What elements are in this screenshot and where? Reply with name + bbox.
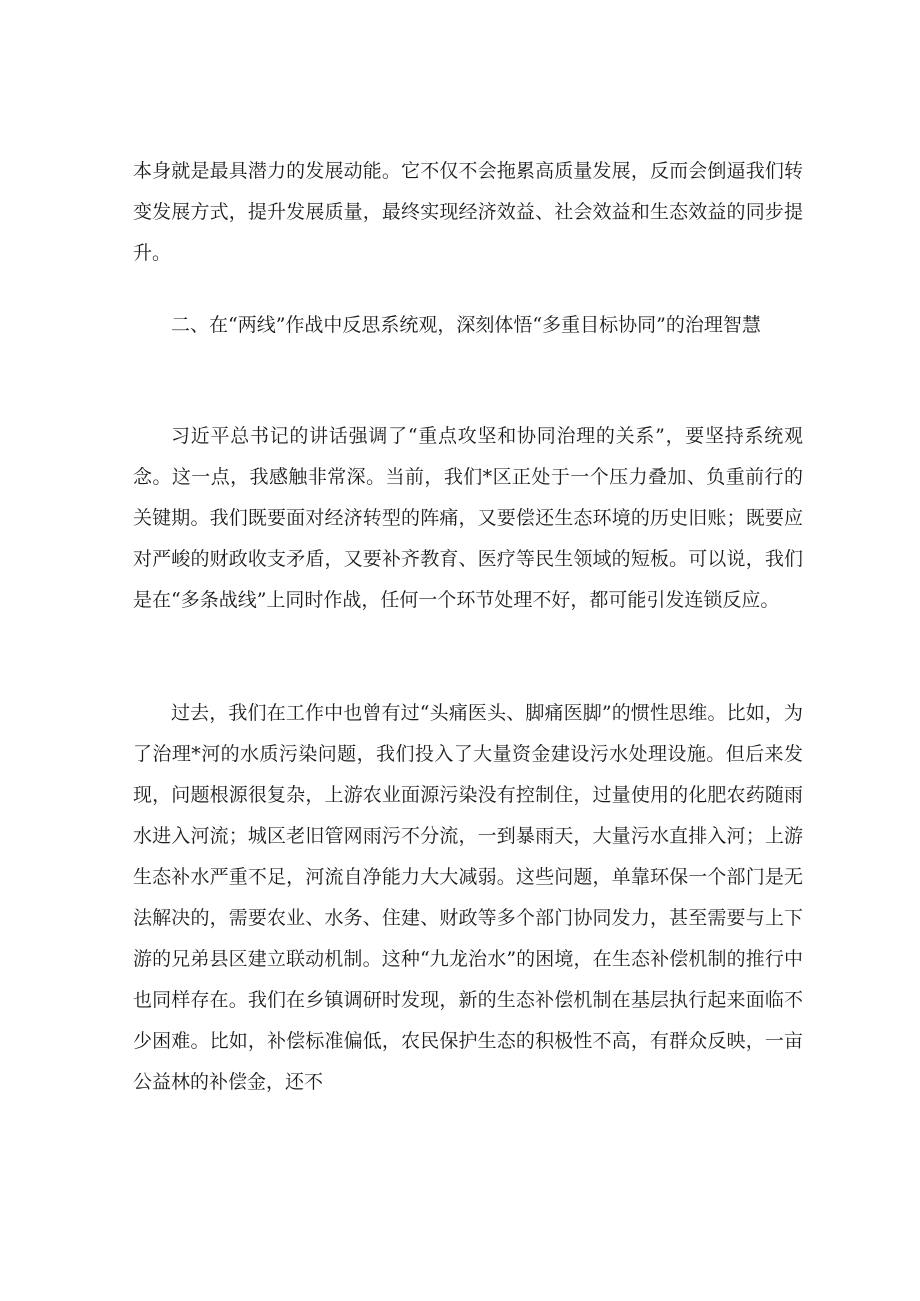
body-paragraph: 过去，我们在工作中也曾有过“头痛医头、脚痛医脚”的惯性思维。比如，为了治理*河的水质污染问题，我们投入了大量资金建设污水处理设施。但后来发现，问题根源很复杂，上游农业面源污染没有控制住，过量使用的化肥农药随雨水进入河流；城区老旧管网雨污不分流，一到暴雨天，大量污水直排入河；上游生态补水严重不足，河流自净能力大大减弱。这些问题，单靠环保一个部门是无法解决的，需要农业、水务、住建、财政等多个部门协同发力，甚至需要与上下游的兄弟县区建立联动机制。这种“九龙治水”的困境，在生态补偿机制的推行中也同样存在。我们在乡镇调研时发现，新的生态补偿机制在基层执行起来面临不少困难。比如，补偿标准偏低，农民保护生态的积极性不高，有群众反映，一亩公益林的补偿金，还不 <box>133 702 803 1093</box>
body-paragraph: 习近平总书记的讲话强调了“重点攻坚和协同治理的关系”，要坚持系统观念。这一点，我感触非常深。当前，我们*区正处于一个压力叠加、负重前行的关键期。我们既要面对经济转型的阵痛，又要偿还生态环境的历史旧账；既要应对严峻的财政收支矛盾，又要补齐教育、医疗等民生领域的短板。可以说，我们是在“多条战线”上同时作战，任何一个环节处理不好，都可能引发连锁反应。 <box>133 425 803 611</box>
section-heading: 二、在“两线”作战中反思系统观，深刻体悟“多重目标协同”的治理智慧 <box>171 314 761 336</box>
body-paragraph-continued: 本身就是最具潜力的发展动能。它不仅不会拖累高质量发展，反而会倒逼我们转变发展方式，提升发展质量，最终实现经济效益、社会效益和生态效益的同步提升。 <box>133 160 803 264</box>
